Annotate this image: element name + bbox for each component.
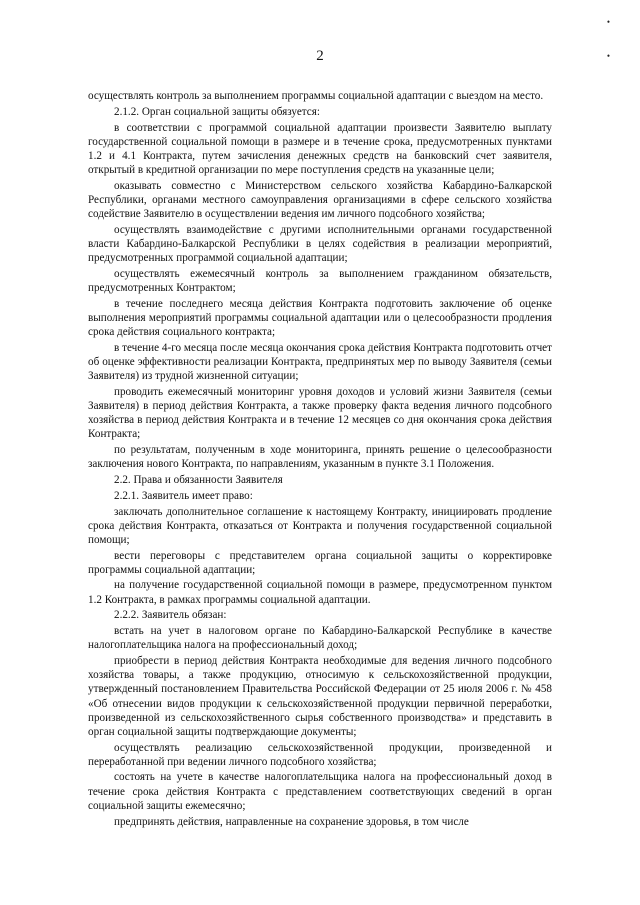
paragraph: в течение последнего месяца действия Контракта подготовить заключение об оценке выполнения мероприятий программы социальной адаптации или о целесообразности продления срока действия социального контракта; bbox=[88, 297, 552, 339]
paragraph: в соответствии с программой социальной адаптации произвести Заявителю выплату государственной социальной помощи в размере и в течение срока, предусмотренных пунктами 1.2 и 4.1 Контракта, путем зачисления денежных средств на банковский счет заявителя, открытый в кредитной организации по мере поступления средств на указанные цели; bbox=[88, 121, 552, 176]
document-body bbox=[88, 89, 552, 830]
paragraph: заключать дополнительное соглашение к настоящему Контракту, инициировать продление срока действия Контракта, отказаться от Контракта и получения государственной социальной помощи; bbox=[88, 505, 552, 546]
paragraph: в течение 4-го месяца после месяца окончания срока действия Контракта подготовить отчет об оценке эффективности реализации Контракта, предпринятых мер по выводу Заявителя (семьи Заявителя) из трудной жизненной ситуации; bbox=[88, 341, 552, 383]
paragraph: встать на учет в налоговом органе по Кабардино-Балкарской Республике в качестве налогоплательщика налога на профессиональный доход; bbox=[88, 625, 552, 652]
paragraph: предпринять действия, направленные на сохранение здоровья, в том числе bbox=[114, 815, 469, 828]
paragraph: осуществлять контроль за выполнением программы социальной адаптации с выездом на место. bbox=[88, 90, 544, 102]
section-heading: 2.2.1. Заявитель имеет право: bbox=[114, 489, 253, 502]
paragraph: состоять на учете в качестве налогоплательщика налога на профессиональный доход в течение срока действия Контракта с представлением соответствующих сведений в орган социальной защиты ежемесячно; bbox=[88, 771, 552, 812]
page-number: 2 bbox=[316, 48, 324, 64]
section-heading: 2.2.2. Заявитель обязан: bbox=[114, 609, 227, 622]
margin-mark: • bbox=[606, 17, 610, 27]
paragraph: проводить ежемесячный мониторинг уровня доходов и условий жизни Заявителя (семьи Заявителя) в период действия Контракта, а также проверку факта ведения личного подсобного хозяйства в период действия Контракта и в течение 12 месяцев со дня окончания срока действия Контракта; bbox=[88, 385, 552, 441]
paragraph: осуществлять реализацию сельскохозяйственной продукции, произведенной и переработанной при ведении личного подсобного хозяйства; bbox=[88, 741, 552, 768]
paragraph: по результатам, полученным в ходе мониторинга, принять решение о целесообразности заключения нового Контракта, по направлениям, указанным в пункте 3.1 Положения. bbox=[88, 444, 552, 471]
margin-mark: • bbox=[606, 51, 610, 61]
paragraph: вести переговоры с представителем органа социальной защиты о корректировке программы социальной адаптации; bbox=[88, 549, 552, 576]
paragraph: на получение государственной социальной помощи в размере, предусмотренном пунктом 1.2 Контракта, в рамках программы социальной адаптации. bbox=[88, 579, 552, 606]
paragraph: осуществлять взаимодействие с другими исполнительными органами государственной власти Кабардино-Балкарской Республики в целях содействия в реализации мероприятий, предусмотренных программой социальной адаптации; bbox=[88, 223, 552, 265]
section-heading: 2.1.2. Орган социальной защиты обязуется: bbox=[114, 105, 320, 118]
section-heading: 2.2. Права и обязанности Заявителя bbox=[114, 474, 283, 486]
paragraph: оказывать совместно с Министерством сельского хозяйства Кабардино-Балкарской Республики, органами местного самоуправления организациями в сфере сельского хозяйства содействие Заявителю в осуществлении ведения им личного подсобного хозяйства; bbox=[88, 179, 552, 221]
paragraph: приобрести в период действия Контракта необходимые для ведения личного подсобного хозяйства товары, а также продукцию, относимую к сельскохозяйственной продукции, утвержденный постановлением Правительства Российской Федерации от 25 июля 2006 г. № 458 «Об отнесении видов продукции к сельскохозяйственной продукции первичной переработки, произведенной из сельскохозяйственного сырья собственного производства» и представить в орган социальной защиты подтверждающие документы; bbox=[88, 655, 552, 738]
paragraph: осуществлять ежемесячный контроль за выполнением гражданином обязательств, предусмотренных Контрактом; bbox=[88, 267, 552, 294]
